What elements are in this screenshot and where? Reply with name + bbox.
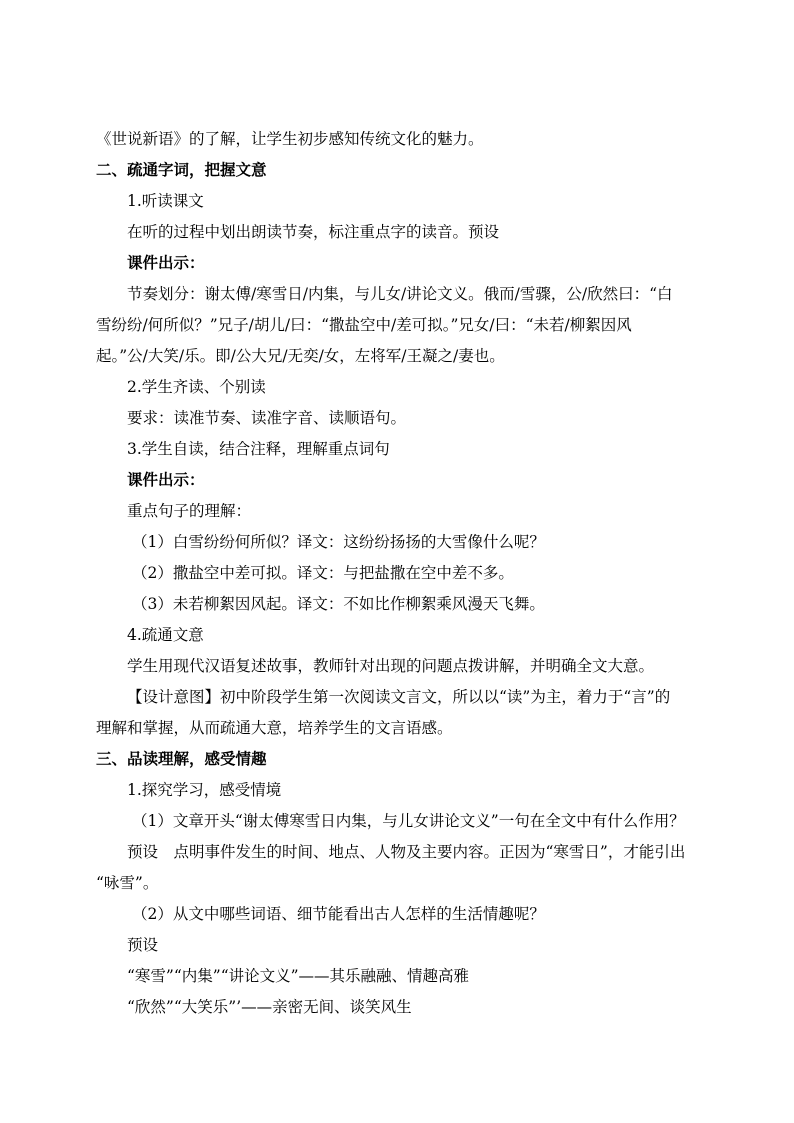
paragraph: 重点句子的理解：: [127, 502, 252, 520]
courseware-label: 课件出示：: [127, 470, 205, 489]
courseware-label: 课件出示：: [127, 253, 205, 272]
paragraph: “寒雪”“内集”“讲论文义”——其乐融融、情趣高雅: [127, 967, 470, 985]
paragraph: 预设 点明事件发生的时间、地点、人物及主要内容。正因为“寒雪日”，才能引出: [127, 843, 686, 861]
list-item: （3）未若柳絮因风起。译文：不如比作柳絮乘风漫天飞舞。: [132, 595, 545, 613]
step-heading: 1.探究学习，感受情境: [127, 781, 282, 799]
list-item: （1）文章开头“谢太傅寒雪日内集，与儿女讲论文义”一句在全文中有什么作用？: [132, 812, 685, 830]
list-item: （2）撒盐空中差可拟。译文：与把盐撒在空中差不多。: [132, 564, 514, 582]
step-heading: 3.学生自读，结合注释，理解重点词句: [127, 440, 390, 458]
paragraph-intro-end: 《世说新语》的了解，让学生初步感知传统文化的魅力。: [96, 130, 484, 148]
paragraph: 学生用现代汉语复述故事，教师针对出现的问题点拨讲解，并明确全文大意。: [127, 657, 655, 675]
list-item: （2）从文中哪些词语、细节能看出古人怎样的生活情趣呢？: [132, 905, 545, 923]
section-heading-2: 二、疏通字词，把握文意: [96, 160, 267, 179]
paragraph: “欣然”“大笑乐”’——亲密无间、谈笑风生: [127, 998, 412, 1016]
design-intent: 【设计意图】初中阶段学生第一次阅读文言文，所以以“读”为主，着力于“言”的: [127, 688, 671, 706]
paragraph: 在听的过程中划出朗读节奏，标注重点字的读音。预设: [127, 223, 500, 241]
step-heading: 4.疏通文意: [127, 626, 204, 644]
paragraph-cont: “咏雪”。: [96, 874, 159, 892]
list-item: （1）白雪纷纷何所似？译文：这纷纷扬扬的大雪像什么呢？: [132, 533, 545, 551]
section-heading-3: 三、品读理解，感受情趣: [96, 749, 267, 768]
step-heading: 1.听读课文: [127, 192, 204, 210]
step-heading: 2.学生齐读、个别读: [127, 378, 266, 396]
design-intent-cont: 理解和掌握，从而疏通大意，培养学生的文言语感。: [96, 719, 453, 737]
paragraph: 预设: [127, 936, 159, 954]
paragraph: 要求：读准节奏、读准字音、读顺语句。: [127, 409, 407, 427]
paragraph-rhythm-cont: 起。”公/大笑/乐。即/公大兄/无奕/女，左将军/王凝之/妻也。: [96, 347, 505, 365]
paragraph-rhythm: 节奏划分：谢太傅/寒雪日/内集，与儿女/讲论文义。俄而/雪骤，公/欣然曰：“白: [127, 285, 673, 303]
paragraph-rhythm-cont: 雪纷纷/何所似？”兄子/胡儿/曰：“撒盐空中/差可拟。”兄女/曰：“未若/柳絮因风: [96, 316, 632, 334]
